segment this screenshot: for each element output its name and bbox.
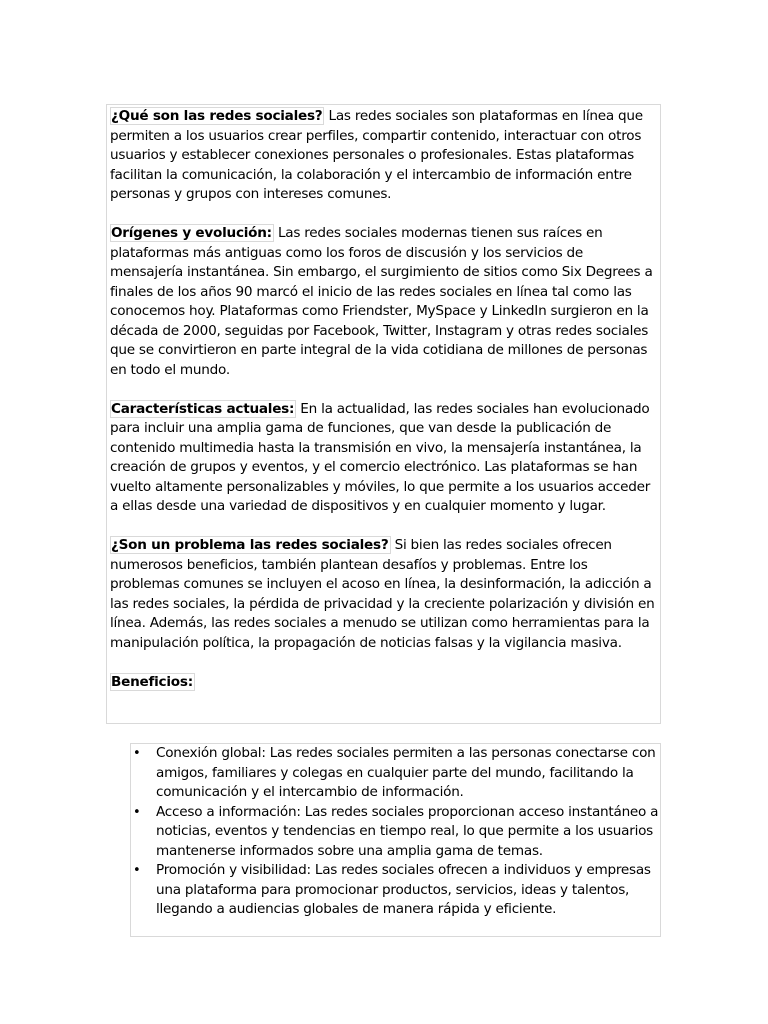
list-item xyxy=(131,744,660,803)
section-benefits xyxy=(110,673,658,693)
document-text-box xyxy=(106,104,661,724)
section-origins xyxy=(110,224,658,380)
list-item-text: Acceso a información: Las redes sociales proporcionan acceso instantáneo a noticias, eventos y tendencias en tiempo real, lo que permite a los usuarios mantenerse informados sobre una amplia gama de temas. xyxy=(156,803,659,859)
section-heading: Orígenes y evolución: xyxy=(111,225,272,241)
section-body: Las redes sociales son plataformas en línea que permiten a los usuarios crear perfiles, compartir contenido, interactuar con otros usuarios y establecer conexiones personales o profesionales. Estas plataformas facilitan la comunicación, la colaboración y el intercambio de información entre personas y grupos con intereses comunes. xyxy=(110,108,643,202)
section-what-are-social-networks xyxy=(110,107,658,205)
section-heading: Beneficios: xyxy=(111,673,193,690)
list-item xyxy=(131,861,660,920)
bullet-icon: • xyxy=(133,863,141,878)
section-heading: ¿Qué son las redes sociales? xyxy=(111,108,323,124)
section-body: En la actualidad, las redes sociales han evolucionado para incluir una amplia gama de funciones, que van desde la publicación de contenido multimedia hasta la transmisión en vivo, la mensajería instantánea, la creación de grupos y eventos, y el comercio electrónico. Las plataformas se han vuelto altamente personalizables y móviles, lo que permite a los usuarios acceder a ellas desde una variedad de dispositivos y en cualquier momento y lugar. xyxy=(110,400,651,514)
bullet-icon: • xyxy=(133,804,141,820)
section-current-features xyxy=(110,400,658,517)
section-heading: Características actuales: xyxy=(111,400,295,417)
section-body: Las redes sociales modernas tienen sus raíces en plataformas más antiguas como los foros de discusión y los servicios de mensajería instantánea. Sin embargo, el surgimiento de sitios como Six Degrees a finales de los años 90 marcó el inicio de las redes sociales en línea tal como las conocemos hoy. Plataformas como Friendster, MySpace y LinkedIn surgieron en la década de 2000, seguidas por Facebook, Twitter, Instagram y otras redes sociales que se convirtieron en parte integral de la vida cotidiana de millones de personas en todo el mundo. xyxy=(110,225,653,378)
list-item xyxy=(131,803,660,862)
list-item-text: Conexión global: Las redes sociales permiten a las personas conectarse con amigos, familiares y colegas en cualquier parte del mundo, facilitando la comunicación y el intercambio de información. xyxy=(156,745,656,800)
benefits-list xyxy=(131,744,660,920)
list-item-text: Promoción y visibilidad: Las redes sociales ofrecen a individuos y empresas una plataforma para promocionar productos, servicios, ideas y talentos, llegando a audiencias globales de manera rápida y eficiente. xyxy=(156,862,651,917)
benefits-list-box xyxy=(130,743,661,937)
bullet-icon: • xyxy=(133,746,141,761)
section-heading: ¿Son un problema las redes sociales? xyxy=(111,537,389,553)
section-problems xyxy=(110,536,658,653)
section-body: Si bien las redes sociales ofrecen numerosos beneficios, también plantean desafíos y problemas. Entre los problemas comunes se incluyen el acoso en línea, la desinformación, la adicción a las redes sociales, la pérdida de privacidad y la creciente polarización y división en línea. Además, las redes sociales a menudo se utilizan como herramientas para la manipulación política, la propagación de noticias falsas y la vigilancia masiva. xyxy=(110,537,655,651)
